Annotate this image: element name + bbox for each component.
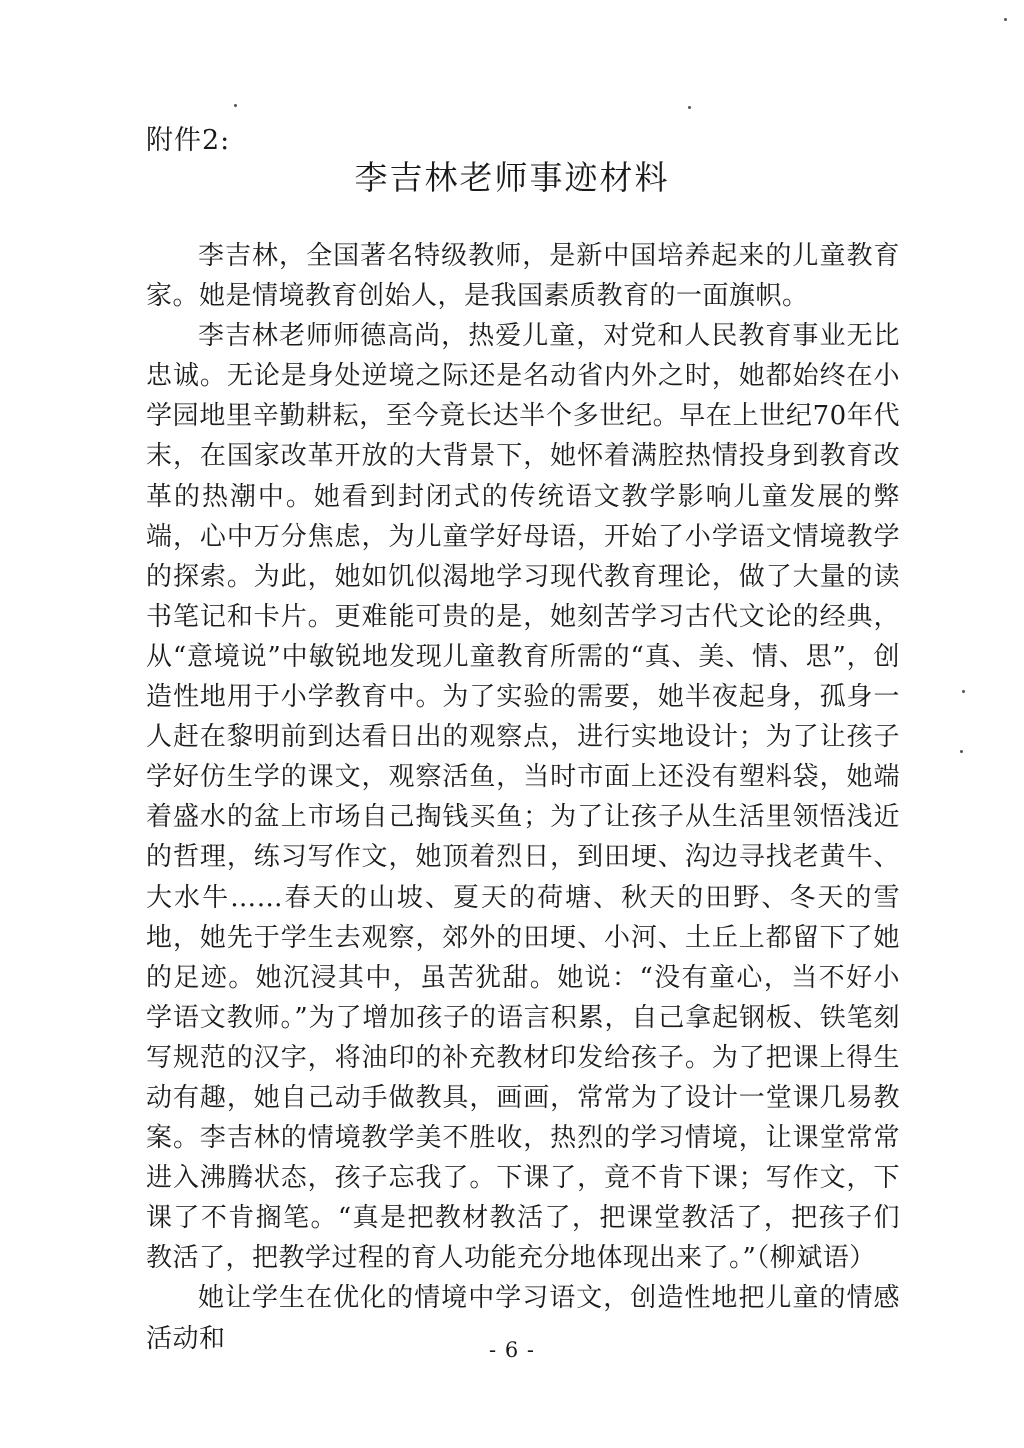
attachment-label: 附件2: bbox=[146, 125, 231, 156]
document-title: 李吉林老师事迹材料 bbox=[354, 158, 670, 197]
body-text bbox=[146, 236, 900, 1359]
scan-speck bbox=[1004, 18, 1007, 21]
scan-speck bbox=[962, 690, 965, 693]
scan-speck bbox=[234, 104, 237, 107]
scan-speck bbox=[960, 750, 963, 753]
scan-speck bbox=[688, 106, 691, 109]
paragraph-intro: 李吉林，全国著名特级教师，是新中国培养起来的儿童教育家。她是情境教育创始人，是我国素质教育的一面旗帜。 bbox=[146, 241, 900, 312]
paragraph-main: 李吉林老师师德高尚，热爱儿童，对党和人民教育事业无比忠诚。无论是身处逆境之际还是名动省内外之时，她都始终在小学园地里辛勤耕耘，至今竟长达半个多世纪。早在上世纪70年代末，在国家改革开放的大背景下，她怀着满腔热情投身到教育改革的热潮中。她看到封闭式的传统语文教学影响儿童发展的弊端，心中万分焦虑，为儿童学好母语，开始了小学语文情境教学的探索。为此，她如饥似渴地学习现代教育理论，做了大量的读书笔记和卡片。更难能可贵的是，她刻苦学习古代文论的经典，从“意境说”中敏锐地发现儿童教育所需的“真、美、情、思”，创造性地用于小学教育中。为了实验的需要，她半夜起身，孤身一人赶在黎明前到达看日出的观察点，进行实地设计；为了让孩子学好仿生学的课文，观察活鱼，当时市面上还没有塑料袋，她端着盛水的盆上市场自己掏钱买鱼；为了让孩子从生活里领悟浅近的哲理，练习写作文，她顶着烈日，到田埂、沟边寻找老黄牛、大水牛……春天的山坡、夏天的荷塘、秋天的田野、冬天的雪地，她先于学生去观察，郊外的田埂、小河、土丘上都留下了她的足迹。她沉浸其中，虽苦犹甜。她说：“没有童心，当不好小学语文教师。”为了增加孩子的语言积累，自己拿起钢板、铁笔刻写规范的汉字，将油印的补充教材印发给孩子。为了把课上得生动有趣，她自己动手做教具，画画，常常为了设计一堂课几易教案。李吉林的情境教学美不胜收，热烈的学习情境，让课堂常常进入沸腾状态，孩子忘我了。下课了，竟不肯下课；写作文，下课了不肯搁笔。“真是把教材教活了，把课堂教活了，把孩子们教活了，把教学过程的育人功能充分地体现出来了。”（柳斌语） bbox=[146, 321, 900, 1274]
page-number: - 6 - bbox=[489, 1338, 535, 1362]
paragraph-continued: 她让学生在优化的情境中学习语文，创造性地把儿童的情感活动和 bbox=[146, 1283, 900, 1354]
